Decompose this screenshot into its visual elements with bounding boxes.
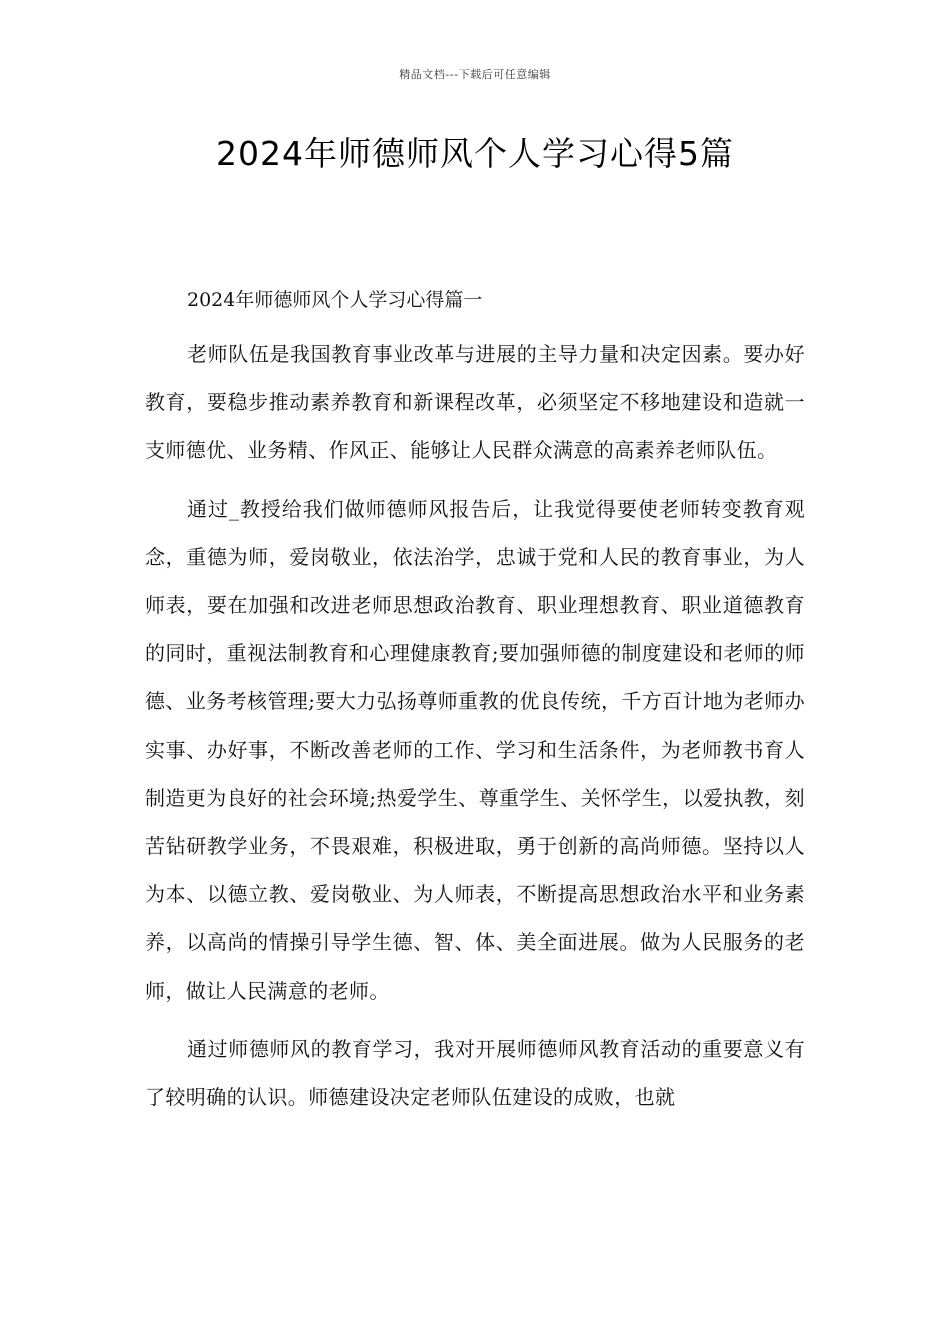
paragraph-2: 通过_教授给我们做师德师风报告后，让我觉得要使老师转变教育观念，重德为师，爱岗敬业，依法治学，忠诚于党和人民的教育事业，为人师表，要在加强和改进老师思想政治教育、职业理想教育、职业道德教育的同时，重视法制教育和心理健康教育;要加强师德的制度建设和老师的师德、业务考核管理;要大力弘扬尊师重教的优良传统，千方百计地为老师办实事、办好事，不断改善老师的工作、学习和生活条件，为老师教书育人制造更为良好的社会环境;热爱学生、尊重学生、关怀学生，以爱执教，刻苦钻研教学业务，不畏艰难，积极进取，勇于创新的高尚师德。坚持以人为本、以德立教、爱岗敬业、为人师表，不断提高思想政治水平和业务素养，以高尚的情操引导学生德、智、体、美全面进展。做为人民服务的老师，做让人民满意的老师。	[145, 496, 805, 1003]
document-body	[145, 282, 805, 1131]
paragraph-3: 通过师德师风的教育学习，我对开展师德师风教育活动的重要意义有了较明确的认识。师德建设决定老师队伍建设的成败，也就	[145, 1036, 805, 1110]
header-note: 精品文档---下载后可任意编辑	[399, 68, 551, 81]
document-title: 2024年师德师风个人学习心得5篇	[216, 134, 734, 173]
section-heading: 2024年师德师风个人学习心得篇一	[187, 289, 483, 311]
paragraph-1: 老师队伍是我国教育事业改革与进展的主导力量和决定因素。要办好教育，要稳步推动素养教育和新课程改革，必须坚定不移地建设和造就一支师德优、业务精、作风正、能够让人民群众满意的高素养老师队伍。	[145, 342, 805, 463]
